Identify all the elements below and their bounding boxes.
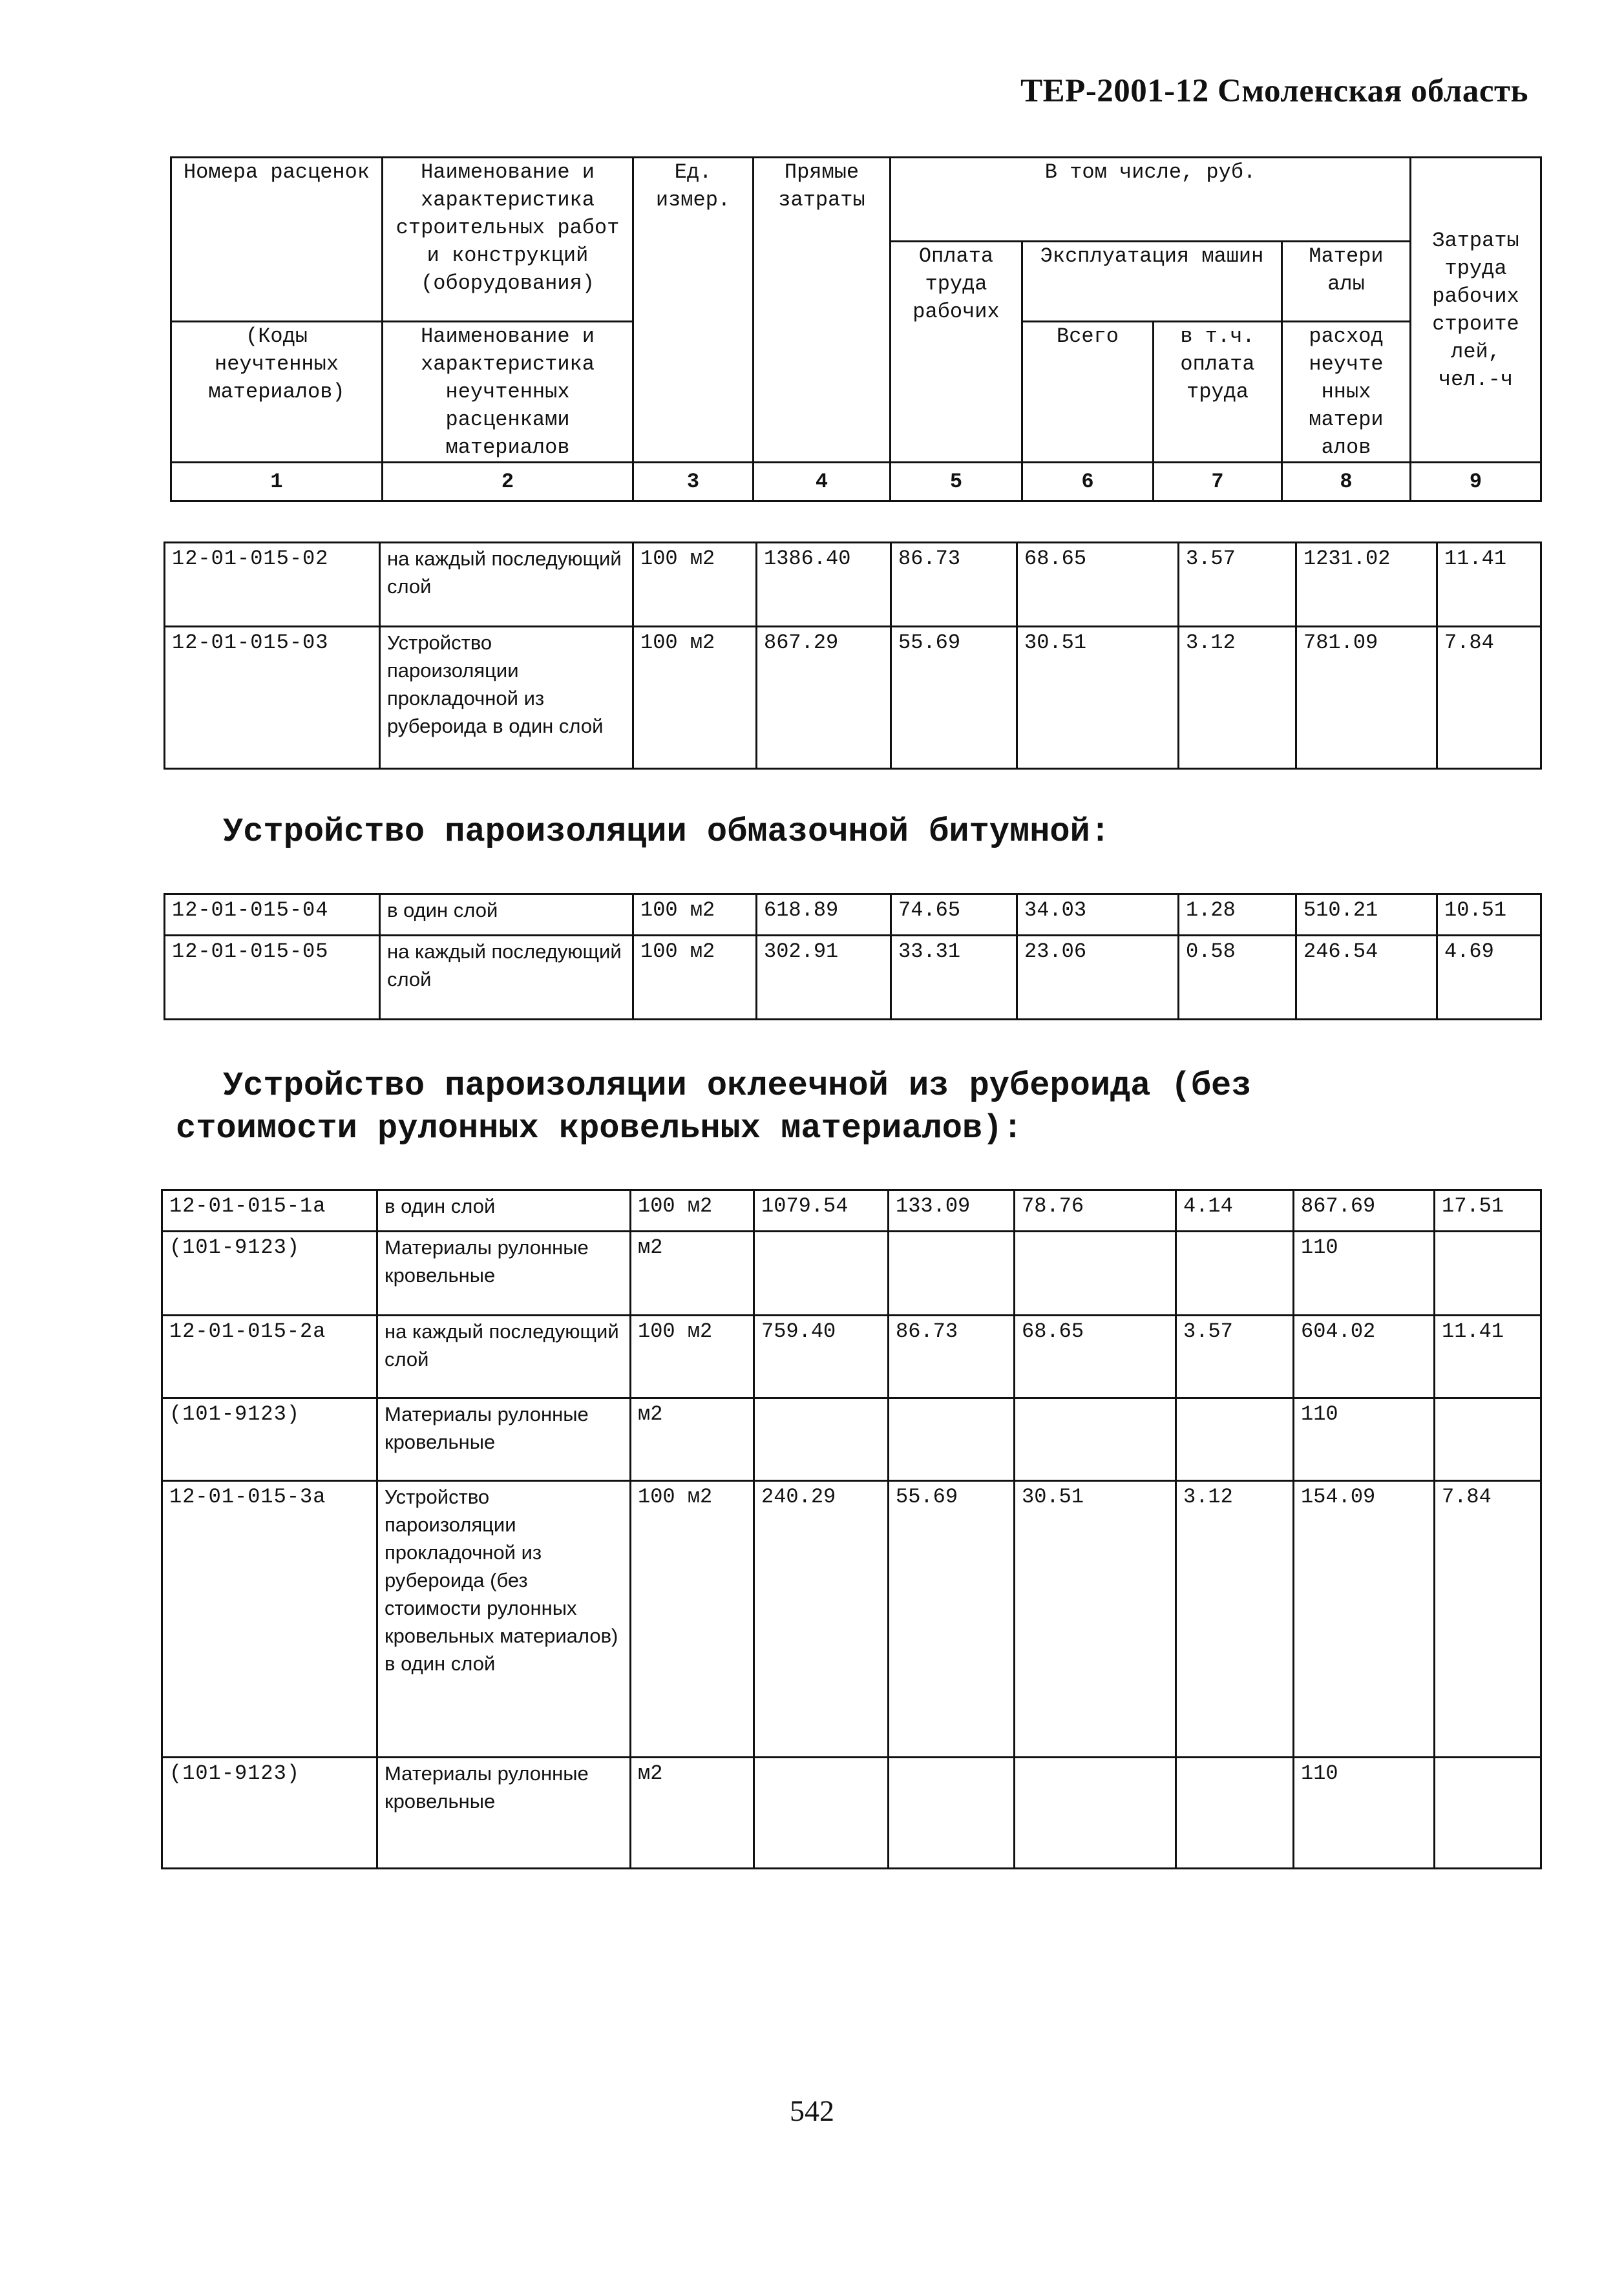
material-consumption: 110 xyxy=(1294,1398,1435,1481)
rate-direct: 240.29 xyxy=(754,1481,889,1758)
rate-machines-labor: 0.58 xyxy=(1179,936,1296,1020)
rate-labor: 33.31 xyxy=(891,936,1017,1020)
material-name: Материалы рулонные кровельные xyxy=(377,1398,631,1481)
rate-hours: 7.84 xyxy=(1435,1481,1541,1758)
rate-machines-labor xyxy=(1176,1232,1294,1316)
rate-name: Устройство пароизоляции прокладочной из рубероида в один слой xyxy=(380,627,633,769)
col-number: 5 xyxy=(891,463,1022,501)
material-unit: м2 xyxy=(631,1758,754,1869)
rate-materials: 867.69 xyxy=(1294,1190,1435,1232)
header-table xyxy=(170,156,1542,502)
rate-name: на каждый последующий слой xyxy=(380,936,633,1020)
material-consumption: 110 xyxy=(1294,1232,1435,1316)
col-materialy: Матери алы xyxy=(1282,242,1411,322)
rates-table-2 xyxy=(163,893,1542,1020)
section-title: стоимости рулонных кровельных материалов): xyxy=(176,1109,1023,1148)
rate-hours: 11.41 xyxy=(1435,1316,1541,1398)
material-consumption: 110 xyxy=(1294,1758,1435,1869)
col-raskhod: расход неучте нных матери алов xyxy=(1282,322,1411,463)
section-title: Устройство пароизоляции оклеечной из рубероида (без xyxy=(223,1067,1252,1105)
rate-direct xyxy=(754,1398,889,1481)
material-code: (101-9123) xyxy=(162,1398,377,1481)
rate-direct: 1386.40 xyxy=(757,543,891,627)
rate-direct: 1079.54 xyxy=(754,1190,889,1232)
rate-direct: 618.89 xyxy=(757,894,891,936)
rate-hours: 7.84 xyxy=(1437,627,1541,769)
rate-hours: 10.51 xyxy=(1437,894,1541,936)
col-pryamye: Прямые затраты xyxy=(754,158,891,463)
material-code: (101-9123) xyxy=(162,1232,377,1316)
rate-direct: 302.91 xyxy=(757,936,891,1020)
col-naimenovanie: Наименование и характеристика строительных работ и конструкций (оборудования) xyxy=(383,158,633,322)
rate-machines: 34.03 xyxy=(1017,894,1179,936)
rate-unit: 100 м2 xyxy=(631,1190,754,1232)
rate-name: Устройство пароизоляции прокладочной из рубероида (без стоимости рулонных кровельных материалов) в один слой xyxy=(377,1481,631,1758)
rate-name: в один слой xyxy=(380,894,633,936)
rate-machines-labor xyxy=(1176,1398,1294,1481)
rate-code: 12-01-015-2а xyxy=(162,1316,377,1398)
table-row xyxy=(165,894,1541,936)
rate-unit: 100 м2 xyxy=(633,543,757,627)
rate-code: 12-01-015-3а xyxy=(162,1481,377,1758)
rate-machines: 30.51 xyxy=(1017,627,1179,769)
rate-machines: 30.51 xyxy=(1015,1481,1176,1758)
rate-materials: 246.54 xyxy=(1296,936,1437,1020)
rate-name: на каждый последующий слой xyxy=(377,1316,631,1398)
table-row xyxy=(165,627,1541,769)
col-vsego: Всего xyxy=(1022,322,1154,463)
rate-labor: 55.69 xyxy=(891,627,1017,769)
rate-hours xyxy=(1435,1232,1541,1316)
rate-machines: 68.65 xyxy=(1017,543,1179,627)
rate-materials: 154.09 xyxy=(1294,1481,1435,1758)
col-oplata: Оплата труда рабочих xyxy=(891,242,1022,463)
rates-table-1 xyxy=(163,541,1542,770)
rate-labor xyxy=(889,1758,1015,1869)
rate-code: 12-01-015-05 xyxy=(165,936,380,1020)
rate-unit: 100 м2 xyxy=(633,627,757,769)
table-row xyxy=(162,1758,1541,1869)
rate-direct xyxy=(754,1232,889,1316)
rate-machines-labor: 4.14 xyxy=(1176,1190,1294,1232)
rate-materials: 604.02 xyxy=(1294,1316,1435,1398)
rate-machines-labor: 3.57 xyxy=(1176,1316,1294,1398)
rate-unit: 100 м2 xyxy=(633,936,757,1020)
rate-code: 12-01-015-03 xyxy=(165,627,380,769)
rate-materials: 781.09 xyxy=(1296,627,1437,769)
rate-hours: 11.41 xyxy=(1437,543,1541,627)
rate-machines: 68.65 xyxy=(1015,1316,1176,1398)
rate-materials: 510.21 xyxy=(1296,894,1437,936)
table-row xyxy=(165,936,1541,1020)
rate-machines-labor xyxy=(1176,1758,1294,1869)
rate-machines-labor: 3.12 xyxy=(1179,627,1296,769)
table-row xyxy=(162,1481,1541,1758)
col-zatraty: Затраты труда рабочих строите лей, чел.-ч xyxy=(1411,158,1541,463)
rate-unit: 100 м2 xyxy=(631,1481,754,1758)
rate-machines: 78.76 xyxy=(1015,1190,1176,1232)
material-unit: м2 xyxy=(631,1398,754,1481)
rate-machines-labor: 3.57 xyxy=(1179,543,1296,627)
rate-direct: 867.29 xyxy=(757,627,891,769)
rate-labor xyxy=(889,1398,1015,1481)
table-row xyxy=(165,543,1541,627)
table-row xyxy=(162,1316,1541,1398)
rate-labor: 86.73 xyxy=(889,1316,1015,1398)
col-ekspl: Эксплуатация машин xyxy=(1022,242,1282,322)
col-number: 6 xyxy=(1022,463,1154,501)
col-vtch: в т.ч. оплата труда xyxy=(1154,322,1282,463)
rate-code: 12-01-015-04 xyxy=(165,894,380,936)
table-row xyxy=(162,1232,1541,1316)
rate-unit: 100 м2 xyxy=(631,1316,754,1398)
col-number: 8 xyxy=(1282,463,1411,501)
col-number: 9 xyxy=(1411,463,1541,501)
col-number: 7 xyxy=(1154,463,1282,501)
rate-labor: 86.73 xyxy=(891,543,1017,627)
table-row xyxy=(162,1398,1541,1481)
rate-machines: 23.06 xyxy=(1017,936,1179,1020)
page-title: ТЕР-2001-12 Смоленская область xyxy=(1020,73,1528,109)
rate-machines xyxy=(1015,1398,1176,1481)
rate-hours xyxy=(1435,1758,1541,1869)
rate-code: 12-01-015-1а xyxy=(162,1190,377,1232)
col-nomera: Номера расценок xyxy=(171,158,383,322)
col-v-tom-chisle: В том числе, руб. xyxy=(891,158,1411,242)
rate-hours: 4.69 xyxy=(1437,936,1541,1020)
rate-labor: 55.69 xyxy=(889,1481,1015,1758)
material-name: Материалы рулонные кровельные xyxy=(377,1232,631,1316)
rate-direct: 759.40 xyxy=(754,1316,889,1398)
rate-machines xyxy=(1015,1758,1176,1869)
rate-name: в один слой xyxy=(377,1190,631,1232)
page-number: 542 xyxy=(790,2094,834,2127)
rate-materials: 1231.02 xyxy=(1296,543,1437,627)
rate-labor: 74.65 xyxy=(891,894,1017,936)
rate-labor xyxy=(889,1232,1015,1316)
col-kody: (Коды неучтенных материалов) xyxy=(171,322,383,463)
col-number: 1 xyxy=(171,463,383,501)
col-number: 3 xyxy=(633,463,754,501)
rate-machines xyxy=(1015,1232,1176,1316)
material-name: Материалы рулонные кровельные xyxy=(377,1758,631,1869)
col-ed: Ед. измер. xyxy=(633,158,754,463)
rate-direct xyxy=(754,1758,889,1869)
table-row xyxy=(162,1190,1541,1232)
section-title: Устройство пароизоляции обмазочной битумной: xyxy=(223,813,1111,851)
col-number: 2 xyxy=(383,463,633,501)
rates-table-3 xyxy=(161,1189,1542,1869)
col-number: 4 xyxy=(754,463,891,501)
rate-labor: 133.09 xyxy=(889,1190,1015,1232)
rate-code: 12-01-015-02 xyxy=(165,543,380,627)
material-code: (101-9123) xyxy=(162,1758,377,1869)
rate-hours xyxy=(1435,1398,1541,1481)
rate-unit: 100 м2 xyxy=(633,894,757,936)
rate-name: на каждый последующий слой xyxy=(380,543,633,627)
rate-hours: 17.51 xyxy=(1435,1190,1541,1232)
rate-machines-labor: 1.28 xyxy=(1179,894,1296,936)
material-unit: м2 xyxy=(631,1232,754,1316)
col-naimenovanie-mat: Наименование и характеристика неучтенных расценками материалов xyxy=(383,322,633,463)
rate-machines-labor: 3.12 xyxy=(1176,1481,1294,1758)
